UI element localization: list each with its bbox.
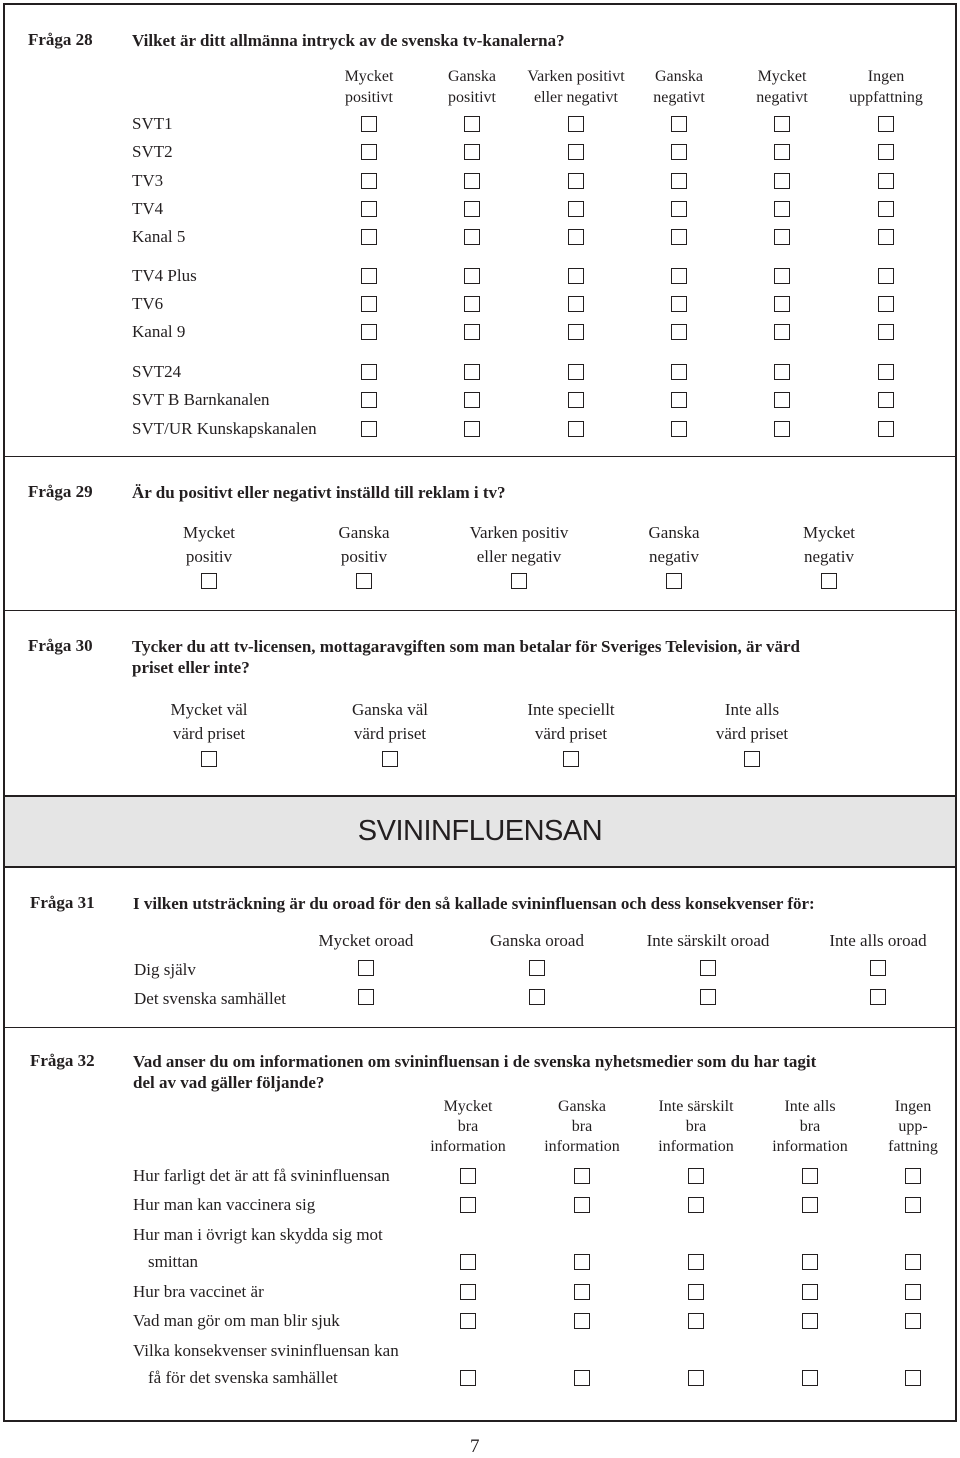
q30-question-line2: priset eller inte? [132,658,250,677]
q32-checkbox[interactable] [802,1313,818,1329]
q30-option-label: värd priset [172,724,246,743]
q28-column-header: negativt [756,89,808,106]
q32-checkbox[interactable] [574,1313,590,1329]
q32-column-header: upp- [898,1118,928,1135]
q28-checkbox[interactable] [464,173,480,189]
q28-checkbox[interactable] [671,229,687,245]
q31-checkbox[interactable] [700,989,716,1005]
q28-checkbox[interactable] [361,116,377,132]
q28-checkbox[interactable] [671,144,687,160]
q32-checkbox[interactable] [905,1370,921,1386]
q28-row-label: TV4 Plus [132,266,197,285]
q28-checkbox[interactable] [464,364,480,380]
q32-row-label: Vilka konsekvenser svininfluensan kan [133,1341,399,1360]
q30-option-label: värd priset [534,724,608,743]
q28-checkbox[interactable] [568,144,584,160]
q28-checkbox[interactable] [774,116,790,132]
q29-checkbox[interactable] [356,573,372,589]
q28-checkbox[interactable] [361,392,377,408]
q32-checkbox[interactable] [802,1370,818,1386]
q29-option-label: positiv [185,547,233,566]
q28-checkbox[interactable] [361,201,377,217]
q32-column-header: bra [799,1118,821,1135]
q28-row-label: Kanal 9 [132,322,186,341]
q28-column-header: eller negativt [534,89,618,106]
q28-checkbox[interactable] [568,296,584,312]
q28-checkbox[interactable] [464,421,480,437]
q28-checkbox[interactable] [568,173,584,189]
q28-checkbox[interactable] [878,144,894,160]
divider [5,1027,955,1028]
page-number: 7 [470,1436,480,1457]
q32-row-label: få för det svenska samhället [148,1368,338,1387]
q31-question: I vilken utsträckning är du oroad för den så kallade svininfluensan och dess konsekvenser för: [133,894,815,913]
q28-checkbox[interactable] [774,229,790,245]
q29-label: Fråga 29 [28,482,93,501]
q28-checkbox[interactable] [774,201,790,217]
q30-option-label: Ganska väl [351,700,428,719]
q28-column-header: Ingen [867,68,905,85]
q28-checkbox[interactable] [671,392,687,408]
q28-row-label: SVT1 [132,114,173,133]
q32-checkbox[interactable] [574,1168,590,1184]
q28-checkbox[interactable] [878,173,894,189]
q32-column-header: fattning [888,1138,938,1155]
q28-checkbox[interactable] [464,268,480,284]
q31-checkbox[interactable] [529,960,545,976]
q28-checkbox[interactable] [878,364,894,380]
q32-row-label: Hur farligt det är att få svininfluensan [133,1166,390,1185]
q31-label: Fråga 31 [30,893,95,912]
q31-checkbox[interactable] [358,960,374,976]
q28-checkbox[interactable] [464,229,480,245]
q28-checkbox[interactable] [774,173,790,189]
q28-row-label: Kanal 5 [132,227,186,246]
q31-row-label: Det svenska samhället [134,989,287,1008]
q32-row-label: smittan [148,1252,199,1271]
q28-checkbox[interactable] [568,421,584,437]
q32-checkbox[interactable] [688,1168,704,1184]
q30-option-label: Inte speciellt [527,700,615,719]
q28-checkbox[interactable] [671,296,687,312]
q32-question-line2: del av vad gäller följande? [133,1073,325,1092]
q28-checkbox[interactable] [671,268,687,284]
q31-column-header: Inte alls oroad [829,931,927,950]
q28-checkbox[interactable] [361,229,377,245]
q32-checkbox[interactable] [460,1197,476,1213]
q32-checkbox[interactable] [688,1313,704,1329]
q28-checkbox[interactable] [361,324,377,340]
q32-checkbox[interactable] [802,1168,818,1184]
divider [5,610,955,611]
q29-question: Är du positivt eller negativt inställd till reklam i tv? [132,483,506,502]
q30-option-label: Inte alls [724,700,780,719]
q28-checkbox[interactable] [878,392,894,408]
q28-checkbox[interactable] [671,173,687,189]
q32-checkbox[interactable] [905,1197,921,1213]
section-title: SVININFLUENSAN [357,815,603,847]
q28-checkbox[interactable] [361,364,377,380]
q32-checkbox[interactable] [574,1197,590,1213]
q31-checkbox[interactable] [870,989,886,1005]
q32-column-header: information [658,1138,734,1155]
q32-row-label: Hur bra vaccinet är [133,1282,264,1301]
q32-checkbox[interactable] [460,1370,476,1386]
q29-option-label: Mycket [803,523,855,542]
section-banner [5,795,955,868]
q28-column-header: Mycket [344,68,394,85]
q32-column-header: bra [685,1118,707,1135]
q30-option-label: värd priset [353,724,427,743]
q32-column-header: information [772,1138,848,1155]
q32-checkbox[interactable] [688,1370,704,1386]
q28-checkbox[interactable] [361,296,377,312]
q28-checkbox[interactable] [878,229,894,245]
q28-checkbox[interactable] [464,392,480,408]
q32-column-header: bra [457,1118,479,1135]
q28-question: Vilket är ditt allmänna intryck av de svenska tv-kanalerna? [132,31,565,50]
q30-checkbox[interactable] [563,751,579,767]
q32-checkbox[interactable] [460,1313,476,1329]
q31-checkbox[interactable] [700,960,716,976]
q28-checkbox[interactable] [774,144,790,160]
q28-checkbox[interactable] [774,268,790,284]
q28-checkbox[interactable] [671,201,687,217]
q28-row-label: SVT2 [132,142,173,161]
q28-checkbox[interactable] [878,421,894,437]
q28-checkbox[interactable] [774,324,790,340]
q32-checkbox[interactable] [688,1254,704,1270]
q29-checkbox[interactable] [511,573,527,589]
q28-checkbox[interactable] [568,392,584,408]
q28-row-label: TV4 [132,199,164,218]
q32-checkbox[interactable] [460,1254,476,1270]
q30-option-label: värd priset [715,724,789,743]
q28-row-label: SVT B Barnkanalen [132,390,270,409]
q32-checkbox[interactable] [460,1168,476,1184]
q28-checkbox[interactable] [878,268,894,284]
q32-checkbox[interactable] [460,1284,476,1300]
q31-column-header: Inte särskilt oroad [646,931,770,950]
q28-checkbox[interactable] [774,392,790,408]
q28-row-label: TV3 [132,171,164,190]
q30-checkbox[interactable] [744,751,760,767]
q28-checkbox[interactable] [568,364,584,380]
q28-checkbox[interactable] [671,364,687,380]
q32-checkbox[interactable] [802,1197,818,1213]
q28-checkbox[interactable] [568,229,584,245]
q32-column-header: Ingen [894,1098,932,1115]
q31-checkbox[interactable] [870,960,886,976]
q29-option-label: positiv [340,547,388,566]
q28-checkbox[interactable] [568,268,584,284]
q28-checkbox[interactable] [464,201,480,217]
q28-label: Fråga 28 [28,30,93,49]
q28-column-header: Varken positivt [527,68,625,85]
q28-column-header: negativt [653,89,705,106]
q32-checkbox[interactable] [905,1168,921,1184]
q28-column-header: Mycket [757,68,807,85]
q32-checkbox[interactable] [574,1370,590,1386]
q31-row-label: Dig själv [134,960,196,979]
q32-checkbox[interactable] [574,1254,590,1270]
q32-checkbox[interactable] [905,1254,921,1270]
q28-checkbox[interactable] [361,268,377,284]
q29-option-label: eller negativ [476,547,562,566]
q28-checkbox[interactable] [361,421,377,437]
q28-checkbox[interactable] [568,201,584,217]
q32-column-header: information [544,1138,620,1155]
q28-checkbox[interactable] [568,324,584,340]
q32-column-header: bra [571,1118,593,1135]
q30-label: Fråga 30 [28,636,93,655]
q32-column-header: Mycket [443,1098,493,1115]
q29-checkbox[interactable] [821,573,837,589]
q29-option-label: negativ [648,547,700,566]
q29-option-label: Ganska [648,523,700,542]
q28-checkbox[interactable] [671,324,687,340]
q28-row-label: TV6 [132,294,164,313]
q28-checkbox[interactable] [774,296,790,312]
q32-checkbox[interactable] [905,1313,921,1329]
q32-checkbox[interactable] [574,1284,590,1300]
q28-column-header: positivt [447,89,496,106]
q28-checkbox[interactable] [878,201,894,217]
q28-checkbox[interactable] [568,116,584,132]
q28-checkbox[interactable] [774,421,790,437]
q28-checkbox[interactable] [464,144,480,160]
q28-checkbox[interactable] [878,296,894,312]
q30-checkbox[interactable] [382,751,398,767]
q28-row-label: SVT24 [132,362,182,381]
q31-checkbox[interactable] [358,989,374,1005]
divider [5,456,955,457]
q29-option-label: Mycket [183,523,235,542]
q31-column-header: Ganska oroad [490,931,584,950]
q28-checkbox[interactable] [774,364,790,380]
q28-checkbox[interactable] [464,296,480,312]
q28-column-header: Ganska [448,68,496,85]
q31-checkbox[interactable] [529,989,545,1005]
q28-checkbox[interactable] [361,144,377,160]
q32-column-header: Inte alls [784,1098,836,1115]
q32-column-header: information [430,1138,506,1155]
q28-checkbox[interactable] [671,421,687,437]
q28-column-header: positivt [344,89,393,106]
q30-checkbox[interactable] [201,751,217,767]
q32-checkbox[interactable] [688,1284,704,1300]
q32-checkbox[interactable] [688,1197,704,1213]
q30-question-line1: Tycker du att tv-licensen, mottagaravgiften som man betalar för Sveriges Television, är värd [132,637,800,656]
q28-checkbox[interactable] [464,324,480,340]
q28-checkbox[interactable] [361,173,377,189]
q32-row-label: Hur man i övrigt kan skydda sig mot [133,1225,383,1244]
q28-row-label: SVT/UR Kunskapskanalen [132,419,317,438]
q29-option-label: Varken positiv [469,523,569,542]
q29-option-label: negativ [803,547,855,566]
q28-checkbox[interactable] [464,116,480,132]
q32-row-label: Vad man gör om man blir sjuk [133,1311,340,1330]
q29-checkbox[interactable] [201,573,217,589]
q30-option-label: Mycket väl [170,700,248,719]
q28-checkbox[interactable] [878,324,894,340]
q28-column-header: Ganska [655,68,703,85]
q29-checkbox[interactable] [666,573,682,589]
q32-column-header: Inte särskilt [658,1098,734,1115]
q32-checkbox[interactable] [802,1254,818,1270]
q28-column-header: uppfattning [849,89,923,106]
q32-label: Fråga 32 [30,1051,95,1070]
q32-question-line1: Vad anser du om informationen om svininfluensan i de svenska nyhetsmedier som du har tagit [133,1052,817,1071]
q29-option-label: Ganska [338,523,390,542]
q32-checkbox[interactable] [905,1284,921,1300]
q32-column-header: Ganska [558,1098,606,1115]
q28-checkbox[interactable] [878,116,894,132]
q31-column-header: Mycket oroad [318,931,414,950]
q32-checkbox[interactable] [802,1284,818,1300]
q28-checkbox[interactable] [671,116,687,132]
q32-row-label: Hur man kan vaccinera sig [133,1195,316,1214]
